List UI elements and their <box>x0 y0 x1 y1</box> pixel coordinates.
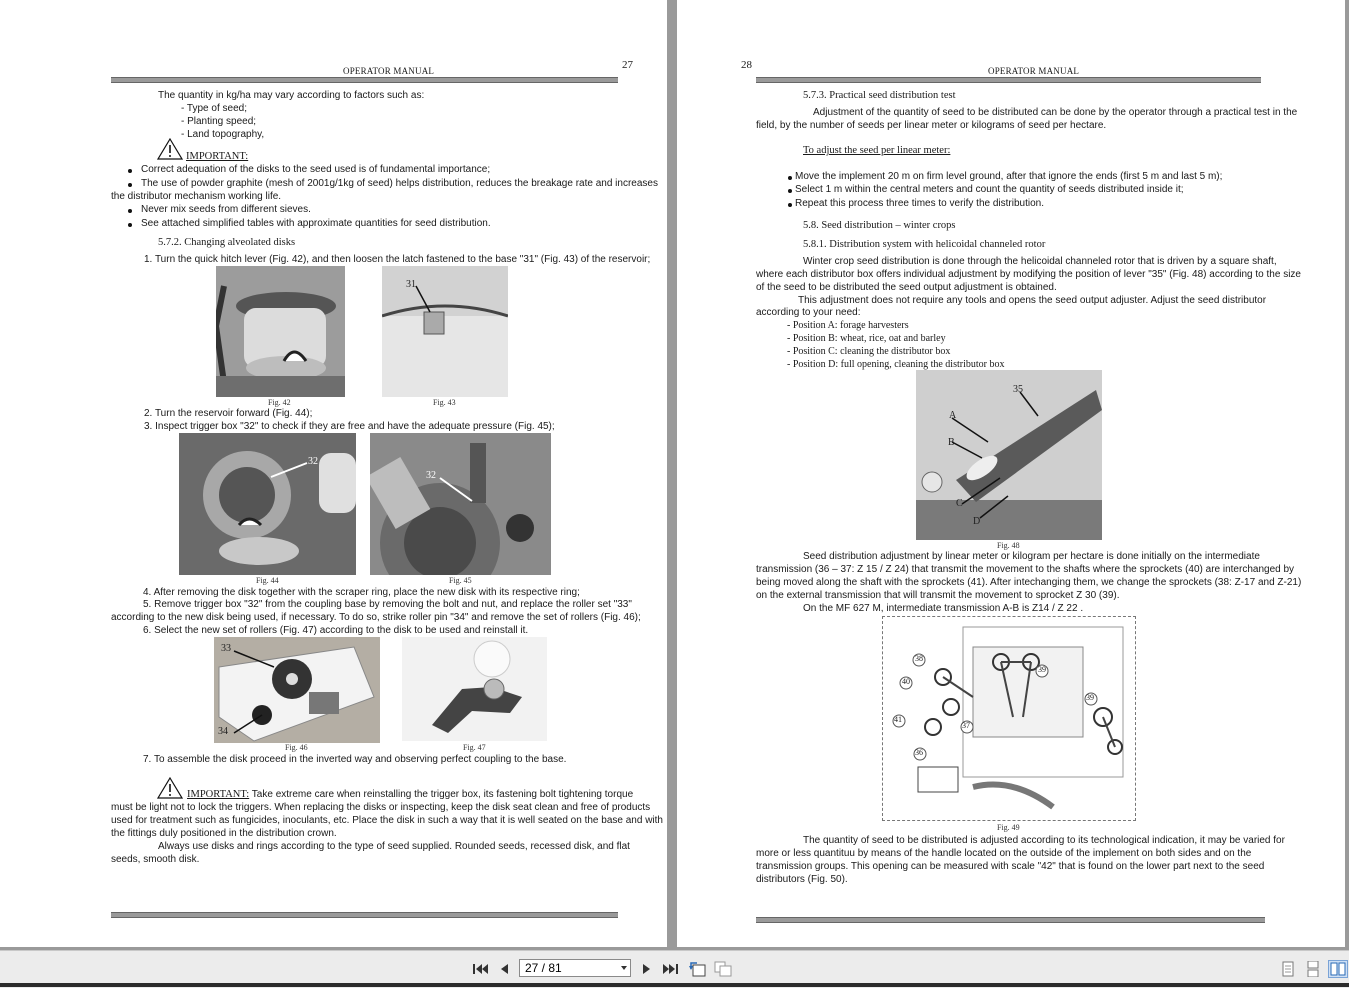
bullet <box>128 209 132 213</box>
figure-caption: Fig. 44 <box>256 576 279 585</box>
step-text: 7. To assemble the disk proceed in the inverted way and observing perfect coupling to the base. <box>143 754 567 765</box>
figure-caption: Fig. 45 <box>449 576 472 585</box>
callout-label: 39 <box>1038 665 1046 674</box>
important-paragraph: the fittings duly positioned in the distribution crown. <box>111 828 337 839</box>
bullet-text: Never mix seeds from different sieves. <box>141 204 311 215</box>
page-header: OPERATOR MANUAL <box>988 66 1080 76</box>
page-number: 28 <box>741 59 752 71</box>
previous-page-button[interactable] <box>495 960 513 978</box>
step-text: 1. Turn the quick hitch lever (Fig. 42), and then loosen the latch fastened to the base "31" (Fig. 43) of the reservoir; <box>144 254 651 265</box>
bullet-text: See attached simplified tables with approximate quantities for seed distribution. <box>141 218 491 229</box>
body-text: seeds, smooth disk. <box>111 854 200 865</box>
next-page-button[interactable] <box>638 960 656 978</box>
body-text: The quantity of seed to be distributed is adjusted according to its technological indication, it may be varied for <box>803 835 1285 846</box>
factor-item: - Planting speed; <box>181 116 257 127</box>
page-indicator-text: 27 / 81 <box>525 961 562 975</box>
fig-49-diagram <box>882 616 1136 821</box>
figure-caption: Fig. 49 <box>997 823 1020 832</box>
copy-view-button[interactable] <box>714 960 732 978</box>
step-text: 5. Remove trigger box "32" from the coupling base by removing the bolt and nut, and replace the roller set "33" <box>143 599 632 610</box>
two-page-view-button[interactable] <box>1328 960 1348 978</box>
callout-label: 31 <box>406 279 416 290</box>
important-paragraph: must be light not to lock the triggers. When replacing the disks or inspecting, keep the disk seat clean and free of products <box>111 802 651 813</box>
figure-caption: Fig. 46 <box>285 743 308 752</box>
body-text: Always use disks and rings according to the type of seed supplied. Rounded seeds, recessed disk, and flat <box>158 841 630 852</box>
footer-rule <box>756 917 1265 923</box>
fig-42-photo <box>216 266 345 397</box>
step-text: 6. Select the new set of rollers (Fig. 47) according to the disk to be used and reinstall it. <box>143 625 529 636</box>
callout-label: 39 <box>1086 693 1094 702</box>
sub-heading: To adjust the seed per linear meter: <box>803 145 951 156</box>
figure-caption: Fig. 48 <box>997 541 1020 550</box>
body-text: on the external transmission that will transmit the movement to sprocket Z 30 (39). <box>756 590 1120 601</box>
page-header: OPERATOR MANUAL <box>343 66 435 76</box>
step-text: according to the new disk being used, if necessary. To do so, strike roller pin "34" and remove the set of rollers (Fig. 46); <box>111 612 641 623</box>
page-number: 27 <box>622 59 633 71</box>
continuous-icon <box>1306 961 1320 977</box>
step-text: 3. Inspect trigger box "32" to check if they are free and have the adequate pressure (Fig. 45); <box>144 421 555 432</box>
chevron-down-icon[interactable] <box>621 966 627 970</box>
callout-label: 38 <box>915 654 923 663</box>
body-text: of the seed to be distributed the seed output adjustment is obtained. <box>756 282 1057 293</box>
important-paragraph: IMPORTANT: Take extreme care when reinstalling the trigger box, its fastening bolt tightening torque <box>187 789 634 800</box>
prev-page-icon <box>498 962 510 976</box>
page-27 <box>0 0 667 947</box>
bullet-text: Move the implement 20 m on firm level ground, after that ignore the ends (first 5 m and last 5 m); <box>795 171 1223 182</box>
fig-45-photo <box>370 433 551 575</box>
callout-label: 40 <box>902 677 910 686</box>
important-label: IMPORTANT: <box>186 151 249 162</box>
body-text: This adjustment does not require any tools and opens the seed output adjuster. Adjust the seed distributor <box>798 295 1267 306</box>
continuous-view-button[interactable] <box>1304 960 1322 978</box>
fig-47-photo <box>402 637 547 741</box>
callout-label: 37 <box>962 721 970 730</box>
callout-label: B <box>948 437 955 448</box>
warning-icon <box>157 138 183 160</box>
bullet-text: Select 1 m within the central meters and count the quantity of seeds distributed inside it; <box>795 184 1184 195</box>
bullet <box>788 203 792 207</box>
fig-44-photo <box>179 433 356 575</box>
warning-icon <box>157 777 183 799</box>
callout-label: 36 <box>915 748 923 757</box>
header-rule <box>111 77 618 83</box>
bullet <box>788 189 792 193</box>
header-rule <box>756 77 1261 83</box>
copy-icon <box>714 961 732 977</box>
page-number-input[interactable] <box>519 959 631 977</box>
body-text: according to your need: <box>756 307 861 318</box>
single-page-icon <box>1281 961 1295 977</box>
last-page-button[interactable] <box>662 960 680 978</box>
rotate-icon <box>689 961 707 977</box>
callout-label: 32 <box>426 470 436 481</box>
page-28 <box>677 0 1345 947</box>
bullet <box>128 183 132 187</box>
intro-text: The quantity in kg/ha may vary according to factors such as: <box>158 90 425 101</box>
body-text: more or less quantituu by means of the handle located on the outside of the implement on both sides and on the <box>756 848 1252 859</box>
bullet <box>128 223 132 227</box>
body-text: Adjustment of the quantity of seed to be distributed can be done by the operator through a practical test in the <box>813 107 1298 118</box>
important-paragraph: used for treatment such as fungicides, inoculants, etc. Place the disk in such a way that it is well seated on the base and with <box>111 815 663 826</box>
body-text: transmission (36 – 37: Z 15 / Z 24) that transmit the movement to the shafts where the sprockets (40) are interchanged by <box>756 564 1295 575</box>
position-item: - Position B: wheat, rice, oat and barley <box>787 333 946 344</box>
figure-caption: Fig. 47 <box>463 743 486 752</box>
position-item: - Position A: forage harvesters <box>787 320 909 331</box>
callout-label: C <box>956 498 963 509</box>
body-text: distributors (Fig. 50). <box>756 874 848 885</box>
callout-label: D <box>973 516 981 527</box>
body-text: where each distributor box offers individual adjustment by modifying the position of lever "35" (Fig. 48) according to the size <box>756 269 1301 280</box>
bullet-text: Repeat this process three times to verify the distribution. <box>795 198 1045 209</box>
body-text: Seed distribution adjustment by linear meter or kilogram per hectare is done initially on the intermediate <box>803 551 1260 562</box>
position-item: - Position C: cleaning the distributor box <box>787 346 951 357</box>
step-text: 4. After removing the disk together with the scraper ring, place the new disk with its respective ring; <box>143 587 580 598</box>
fig-48-photo <box>916 370 1102 540</box>
bullet-text: The use of powder graphite (mesh of 2001g/1kg of seed) helps distribution, reduces the breakage rate and increases <box>141 178 658 189</box>
rotate-view-button[interactable] <box>689 960 707 978</box>
factor-item: - Type of seed; <box>181 103 247 114</box>
section-heading: 5.8. Seed distribution – winter crops <box>803 220 956 231</box>
body-text: On the MF 627 M, intermediate transmission A-B is Z14 / Z 22 . <box>803 603 1084 614</box>
callout-label: A <box>949 410 957 421</box>
figure-caption: Fig. 42 <box>268 398 291 407</box>
first-page-icon <box>472 962 488 976</box>
callout-label: 41 <box>894 715 902 724</box>
first-page-button[interactable] <box>471 960 489 978</box>
section-heading: 5.7.2. Changing alveolated disks <box>158 237 296 248</box>
figure-caption: Fig. 43 <box>433 398 456 407</box>
body-text: field, by the number of seeds per linear meter or kilograms of seed per hectare. <box>756 120 1107 131</box>
callout-label: 32 <box>308 456 318 467</box>
position-item: - Position D: full opening, cleaning the distributor box <box>787 359 1005 370</box>
step-text: 2. Turn the reservoir forward (Fig. 44); <box>144 408 313 419</box>
bullet-text: Correct adequation of the disks to the seed used is of fundamental importance; <box>141 164 491 175</box>
body-text: being moved along the shaft with the sprockets (41). After intechanging them, we change the sprockets (38: Z-17 and Z-21) <box>756 577 1302 588</box>
body-text: transmission groups. This opening can be measured with scale "42" that is found on the lower part next to the seed <box>756 861 1265 872</box>
section-heading: 5.8.1. Distribution system with helicoidal channeled rotor <box>803 239 1046 250</box>
footer-rule <box>111 912 618 918</box>
next-page-icon <box>641 962 653 976</box>
single-page-view-button[interactable] <box>1279 960 1297 978</box>
callout-label: 35 <box>1013 384 1023 395</box>
bullet <box>128 169 132 173</box>
bullet <box>788 176 792 180</box>
two-page-icon <box>1330 961 1346 977</box>
factor-item: - Land topography, <box>181 129 265 140</box>
callout-label: 33 <box>221 643 231 654</box>
body-text: Winter crop seed distribution is done through the helicoidal channeled rotor that is driven by a square shaft, <box>803 256 1277 267</box>
last-page-icon <box>663 962 679 976</box>
section-heading: 5.7.3. Practical seed distribution test <box>803 90 956 101</box>
taskbar-strip <box>0 983 1349 987</box>
bullet-text: the distributor mechanism working life. <box>111 191 282 202</box>
callout-label: 34 <box>218 726 228 737</box>
fig-46-photo <box>214 637 380 743</box>
fig-43-photo <box>382 266 508 397</box>
